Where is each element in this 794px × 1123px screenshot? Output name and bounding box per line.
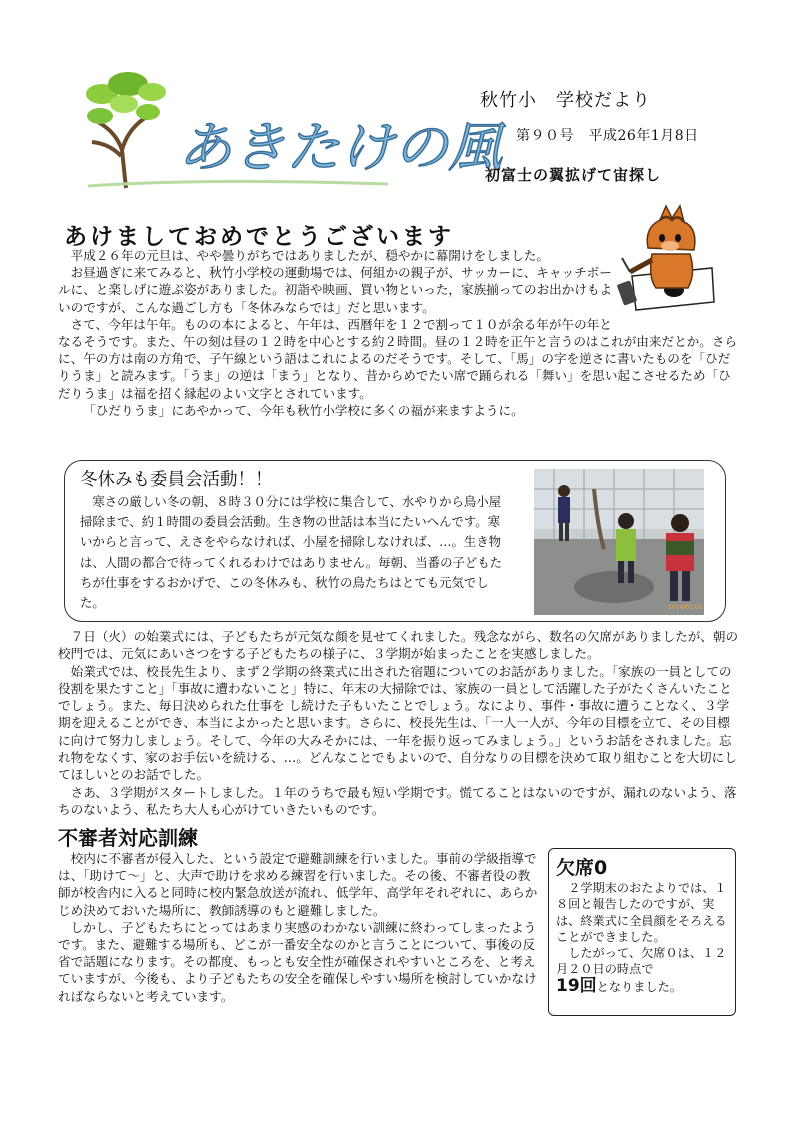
ceremony-body (58, 628, 740, 818)
new-year-paragraph: さて、今年は午年。ものの本によると、午年は、西暦年を１２で割って１０が余る年が午の年となるそうです。また、午の刻は昼の１２時を中心とする約２時間。昼の１２時を正午と言うのはこれが由来だとか。さらに、午の方は南の方角で、子午線という語はこれによるのだそうです。そして、「馬」の字を逆さに書いたものを「ひだりうま」と読みます。「うま」の逆は「まう」となり、昔からめでたい席で踊られる「舞い」を思い起こさせるため「ひだりうま」は福を招く縁起のよい文字とされています。 (58, 316, 738, 401)
ceremony-paragraph: ７日（火）の始業式には、子どもたちが元気な顔を見せてくれました。残念ながら、数名の欠席がありましたが、朝の校門では、元気にあいさつをする子どもたちの様子に、３学期が始まったことを実感しました。 (58, 629, 739, 662)
absence-title: 欠席0 (556, 857, 608, 879)
winter-activity-title: 冬休みも委員会活動！！ (80, 470, 273, 490)
new-year-paragraph: 「ひだりうま」にあやかって、今年も秋竹小学校に多くの福が来ますように。 (83, 402, 524, 418)
ceremony-paragraph: 始業式では、校長先生より、まず２学期の終業式に出された宿題についてのお話がありました。「家族の一員としての役割を果たすこと」「事故に遭わないこと」特に、年末の大掃除では、家族の一員として活躍した子がたくさんいたことでしょう。また、毎日決められた仕事を し続けた子もいたことでしょう。なにより、事件・事故に遭うことなく、３学期を迎えることができ、本当によかったと思います。さらに、校長先生は、「一人一人が、今年の目標を立て、その目標に向けて努力しましょう。そして、今年の大みそかには、一年を振り返ってみましょう。」というお話をされました。忘れ物をなくす、家のお手伝いを続ける、…。どんなことでもよいので、自分なりの目標を決めて取り組むことを大切にしてほしいとのお話でした。 (58, 663, 737, 783)
absence-text: となりました。 (596, 979, 682, 994)
logo-title: あきたけの風 (178, 116, 502, 179)
ceremony-paragraph: さあ、３学期がスタートしました。１年のうちで最も短い学期です。慌てることはないのですが、漏れのないよう、落ちのないよう、私たち大人も心がけていきたいものです。 (58, 784, 737, 817)
drill-paragraph: 校内に不審者が侵入した、という設定で避難訓練を行いました。事前の学級指導では、「助けて～」と、大声で助けを求める練習を行いました。その後、不審者役の教師が校舎内に入ると同時に校内緊急放送が流れ、低学年、高学年それぞれに、あらかじめ決めておいた場所に、教師誘導のもと避難しました。 (58, 851, 538, 918)
cleaning-photo (534, 469, 704, 615)
new-year-title: あけましておめでとうございます (64, 224, 454, 250)
new-year-paragraph: 平成２６年の元旦は、やや曇りがちではありましたが、穏やかに幕開けをしました。 (70, 248, 550, 263)
absence-paragraph (556, 945, 730, 995)
school-name: 秋竹小 学校だより (480, 90, 651, 111)
new-year-paragraph: お昼過ぎに来てみると、秋竹小学校の運動場では、何組かの親子が、サッカーに、キャッチボールに、と楽しげに遊ぶ姿がありました。初詣や映画、買い物といった，家族揃ってのお出かけもよいのですが、こんな過ごし方も「冬休みならでは」だと思います。 (58, 265, 613, 315)
drill-paragraph: しかし、子どもたちにとってはあまり実感のわかない訓練に終わってしまったようです。また、避難する場所も、どこが一番安全なのかと言うことについて、事後の反省で話題になります。その都度、もっとも安全性が確保されやすいところを、と考えていますが、今後も、より子どもたちの安全を確保しやすい場所を検討していかなければならないと考えています。 (58, 919, 537, 1004)
winter-activity-paragraph: 寒さの厳しい冬の朝、８時３０分には学校に集合して、水やりから鳥小屋掃除まで、約１時間の委員会活動。生き物の世話は本当にたいへんです。寒いからと言って、えさをやらなければ、小屋を掃除しなければ、…。生き物は、人間の都合で待ってくれるわけではありません。毎朝、当番の子どもたちが仕事をするおかげで、この冬休みも、秋竹の鳥たちはとても元気でした。 (80, 494, 503, 611)
absence-paragraph: ２学期末のおたよりでは、１８回と報告したのですが、実は、終業式に全員顔をそろえることができました。 (556, 881, 727, 944)
photo-watermark: 2014/01/06 (668, 604, 703, 611)
motto: 初富士の翼拡げて宙探し (485, 166, 662, 184)
drill-title: 不審者対応訓練 (58, 826, 198, 850)
drill-body (58, 850, 542, 1005)
horse-illustration (608, 198, 718, 316)
winter-activity-body (80, 492, 512, 613)
absence-body (556, 880, 730, 995)
masthead-logo (88, 70, 502, 188)
absence-text: したがって、欠席０は、１２月２０日の時点で (556, 946, 727, 977)
absence-count: 19回 (556, 975, 597, 996)
issue-info: 第９０号 平成26年1月8日 (516, 128, 699, 144)
